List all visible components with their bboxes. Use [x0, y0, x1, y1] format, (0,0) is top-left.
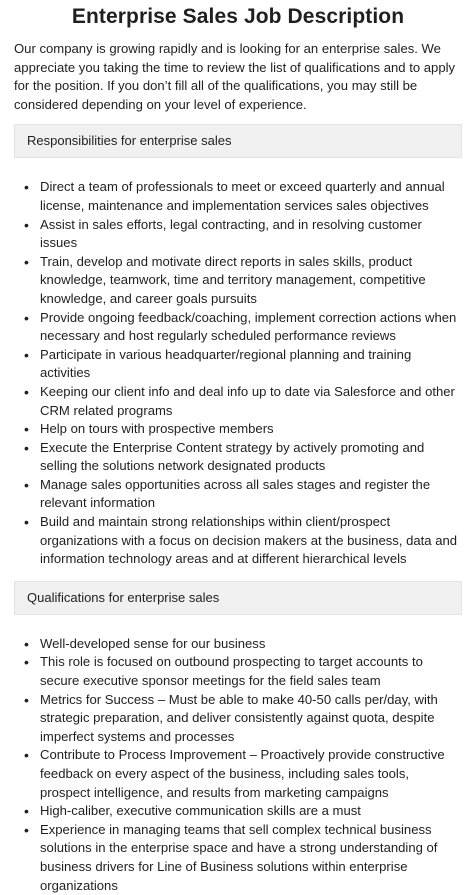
responsibilities-list [14, 178, 462, 568]
list-item: • Experience in managing teams that sell complex technical business solutions in the enterprise space and have a strong understanding of business drivers for Line of Business solutions within enterprise organizations [40, 821, 462, 895]
list-item: • Manage sales opportunities across all sales stages and register the relevant information [40, 476, 462, 513]
list-item: • Assist in sales efforts, legal contracting, and in resolving customer issues [40, 216, 462, 253]
list-item: • High-caliber, executive communication skills are a must [40, 802, 462, 821]
qualifications-header: Qualifications for enterprise sales [14, 581, 462, 615]
list-item: • Train, develop and motivate direct reports in sales skills, product knowledge, teamwork, time and territory management, competitive knowledge, and career goals pursuits [40, 253, 462, 309]
list-item: • Metrics for Success – Must be able to make 40-50 calls per/day, with strategic preparation, and deliver consistently against quota, despite imperfect systems and processes [40, 691, 462, 747]
qualifications-list [14, 635, 462, 895]
list-item: • Execute the Enterprise Content strategy by actively promoting and selling the solutions network designated products [40, 439, 462, 476]
list-item: • Contribute to Process Improvement – Proactively provide constructive feedback on every aspect of the business, including sales tools, prospect intelligence, and results from marketing campaigns [40, 746, 462, 802]
list-item: • Build and maintain strong relationships within client/prospect organizations with a focus on decision makers at the business, data and information technology areas and at different hierarchical levels [40, 513, 462, 569]
list-item: • Well-developed sense for our business [40, 635, 462, 654]
list-item: • Participate in various headquarter/regional planning and training activities [40, 346, 462, 383]
responsibilities-header: Responsibilities for enterprise sales [14, 124, 462, 158]
intro-paragraph: Our company is growing rapidly and is looking for an enterprise sales. We appreciate you taking the time to review the list of qualifications and to apply for the position. If you don’t fill all of the qualifications, you may still be considered depending on your level of experience. [14, 41, 456, 112]
list-item: • Direct a team of professionals to meet or exceed quarterly and annual license, maintenance and implementation services sales objectives [40, 178, 462, 215]
list-item: • Provide ongoing feedback/coaching, implement correction actions when necessary and host regularly scheduled performance reviews [40, 309, 462, 346]
page-title: Enterprise Sales Job Description [71, 5, 405, 28]
list-item: • Keeping our client info and deal info up to date via Salesforce and other CRM related programs [40, 383, 462, 420]
list-item: • Help on tours with prospective members [40, 420, 462, 439]
list-item: • This role is focused on outbound prospecting to target accounts to secure executive sponsor meetings for the field sales team [40, 653, 462, 690]
